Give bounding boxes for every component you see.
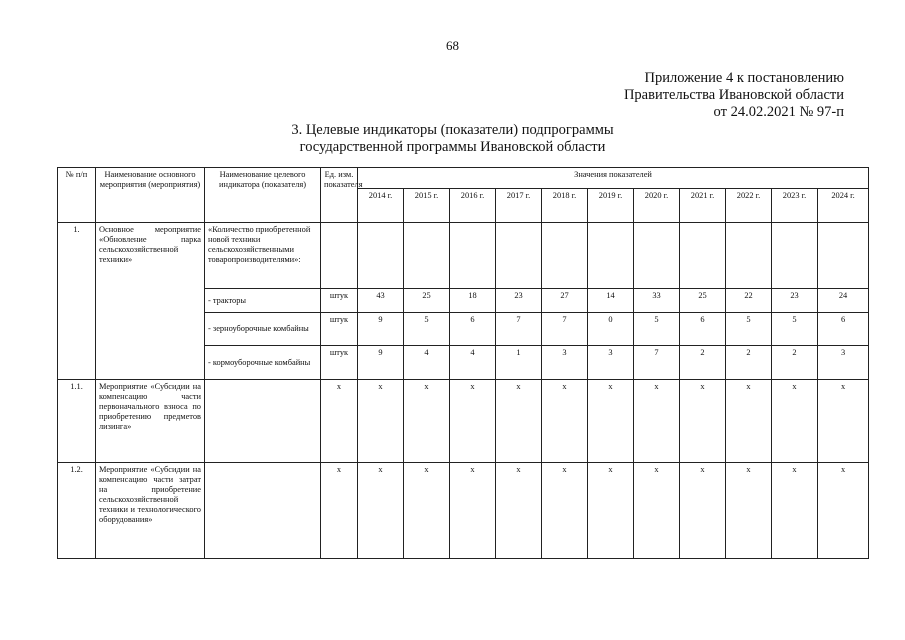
cell-value: 7 xyxy=(496,313,542,346)
cell-value: x xyxy=(818,463,869,559)
appendix-line-2: Правительства Ивановской области xyxy=(623,87,844,103)
cell-value: x xyxy=(358,380,404,463)
cell-value: 1 xyxy=(496,346,542,380)
cell-value: 23 xyxy=(496,289,542,313)
cell-indicator: - тракторы xyxy=(205,289,321,313)
cell-unit: штук xyxy=(321,313,358,346)
cell-value: 3 xyxy=(588,346,634,380)
cell-value: 27 xyxy=(542,289,588,313)
cell-value: 5 xyxy=(772,313,818,346)
header-year: 2020 г. xyxy=(634,189,680,223)
cell-unit: штук xyxy=(321,346,358,380)
cell-value: 0 xyxy=(588,313,634,346)
header-indicator: Наименование целевого индикатора (показателя) xyxy=(205,168,321,223)
cell-indicator: - кормоуборочные комбайны xyxy=(205,346,321,380)
appendix-note xyxy=(624,70,844,121)
cell-value: 5 xyxy=(634,313,680,346)
cell-value: x xyxy=(588,463,634,559)
cell-value: 5 xyxy=(726,313,772,346)
cell-unit: штук xyxy=(321,289,358,313)
header-unit: Ед. изм. показателя xyxy=(321,168,358,223)
cell-value xyxy=(772,223,818,289)
cell-value: 24 xyxy=(818,289,869,313)
header-event: Наименование основного мероприятия (мероприятия) xyxy=(96,168,205,223)
cell-value: x xyxy=(588,380,634,463)
title-line-1: 3. Целевые индикаторы (показатели) подпрограммы xyxy=(291,122,614,138)
cell-value: 4 xyxy=(404,346,450,380)
appendix-line-1: Приложение 4 к постановлению xyxy=(644,70,844,86)
header-year: 2022 г. xyxy=(726,189,772,223)
cell-value: 6 xyxy=(680,313,726,346)
header-values: Значения показателей xyxy=(358,168,869,189)
cell-value: 25 xyxy=(680,289,726,313)
cell-value: 43 xyxy=(358,289,404,313)
table-row xyxy=(58,223,869,289)
cell-value: 22 xyxy=(726,289,772,313)
cell-value: x xyxy=(404,463,450,559)
cell-value: 14 xyxy=(588,289,634,313)
cell-unit: x xyxy=(321,463,358,559)
cell-unit: x xyxy=(321,380,358,463)
cell-indicator xyxy=(205,380,321,463)
cell-value: 23 xyxy=(772,289,818,313)
cell-value xyxy=(818,223,869,289)
cell-event: Мероприятие «Субсидии на компенсацию части первоначального взноса по приобретению предметов лизинга» xyxy=(96,380,205,463)
header-year: 2017 г. xyxy=(496,189,542,223)
cell-indicator: - зерноуборочные комбайны xyxy=(205,313,321,346)
cell-value: x xyxy=(496,463,542,559)
header-year: 2021 г. xyxy=(680,189,726,223)
cell-value: x xyxy=(680,380,726,463)
cell-value: x xyxy=(726,463,772,559)
cell-value: 6 xyxy=(818,313,869,346)
cell-value: 7 xyxy=(542,313,588,346)
cell-value: x xyxy=(450,463,496,559)
header-year: 2015 г. xyxy=(404,189,450,223)
cell-value: 4 xyxy=(450,346,496,380)
cell-value: x xyxy=(680,463,726,559)
table-row xyxy=(58,380,869,463)
cell-value: 3 xyxy=(818,346,869,380)
cell-unit xyxy=(321,223,358,289)
page-number: 68 xyxy=(446,38,459,53)
cell-value: x xyxy=(358,463,404,559)
cell-value: x xyxy=(818,380,869,463)
cell-value xyxy=(496,223,542,289)
header-year: 2024 г. xyxy=(818,189,869,223)
cell-num: 1.1. xyxy=(58,380,96,463)
cell-value: 2 xyxy=(680,346,726,380)
cell-value: 2 xyxy=(726,346,772,380)
cell-value: 25 xyxy=(404,289,450,313)
document-title xyxy=(0,122,905,156)
header-row xyxy=(58,168,869,189)
cell-value: x xyxy=(404,380,450,463)
cell-value xyxy=(404,223,450,289)
cell-value xyxy=(358,223,404,289)
cell-value: x xyxy=(726,380,772,463)
cell-value: 9 xyxy=(358,313,404,346)
title-line-2: государственной программы Ивановской области xyxy=(299,139,606,155)
cell-value: 5 xyxy=(404,313,450,346)
cell-value: x xyxy=(542,380,588,463)
appendix-line-3: от 24.02.2021 № 97-п xyxy=(713,104,844,120)
header-num: № п/п xyxy=(58,168,96,223)
header-year: 2023 г. xyxy=(772,189,818,223)
cell-indicator xyxy=(205,463,321,559)
table-row xyxy=(58,463,869,559)
cell-indicator: «Количество приобретенной новой техники сельскохозяйственными товаропроизводителями»: xyxy=(205,223,321,289)
header-year: 2018 г. xyxy=(542,189,588,223)
cell-value: x xyxy=(772,380,818,463)
cell-num: 1. xyxy=(58,223,96,380)
header-year: 2014 г. xyxy=(358,189,404,223)
cell-value: x xyxy=(450,380,496,463)
cell-value: 2 xyxy=(772,346,818,380)
cell-value xyxy=(450,223,496,289)
cell-event: Мероприятие «Субсидии на компенсацию части затрат на приобретение сельскохозяйственной техники и технологического оборудования» xyxy=(96,463,205,559)
indicators-table xyxy=(57,167,869,559)
cell-value xyxy=(680,223,726,289)
cell-event: Основное мероприятие «Обновление парка сельскохозяйственной техники» xyxy=(96,223,205,380)
cell-value: x xyxy=(542,463,588,559)
cell-value: 6 xyxy=(450,313,496,346)
cell-value: x xyxy=(772,463,818,559)
cell-value xyxy=(634,223,680,289)
cell-value: 18 xyxy=(450,289,496,313)
cell-num: 1.2. xyxy=(58,463,96,559)
cell-value xyxy=(542,223,588,289)
cell-value: 33 xyxy=(634,289,680,313)
cell-value: x xyxy=(496,380,542,463)
cell-value: 3 xyxy=(542,346,588,380)
cell-value: 7 xyxy=(634,346,680,380)
header-year: 2019 г. xyxy=(588,189,634,223)
cell-value: x xyxy=(634,463,680,559)
header-year: 2016 г. xyxy=(450,189,496,223)
cell-value: 9 xyxy=(358,346,404,380)
cell-value xyxy=(588,223,634,289)
cell-value: x xyxy=(634,380,680,463)
cell-value xyxy=(726,223,772,289)
